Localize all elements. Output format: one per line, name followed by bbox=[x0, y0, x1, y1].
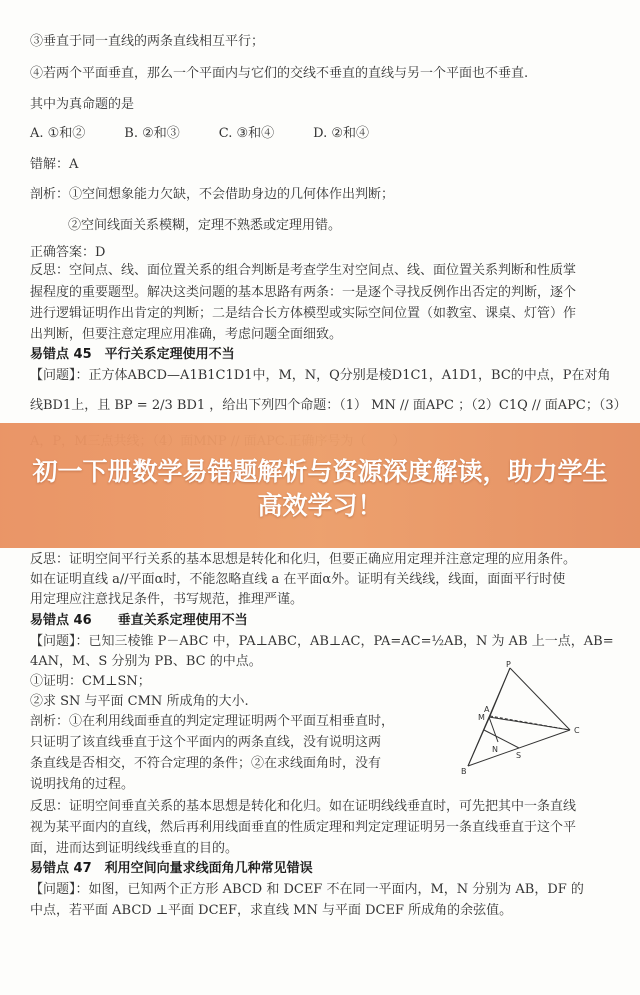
text-line: 【问题】：正方体ABCD—A1B1C1D1中，M，N，Q分别是棱D1C1，A1D1，BC的中点，P在对角 bbox=[30, 368, 611, 383]
text-line: ③垂直于同一直线的两条直线相互平行； bbox=[30, 34, 265, 49]
text-line: 反思：空间点、线、面位置关系的组合判断是考查学生对空间点、线、面位置关系判断和性质掌 bbox=[30, 263, 577, 278]
text-line: 中点，若平面 ABCD ⊥平面 DCEF，求直线 MN 与平面 DCEF 所成角的余弦值。 bbox=[30, 903, 513, 918]
label-n: N bbox=[492, 745, 498, 754]
text-line: 【问题】：如图，已知两个正方形 ABCD 和 DCEF 不在同一平面内，M，N 分别为 AB，DF 的 bbox=[30, 882, 584, 897]
section-heading: 易错点 46 垂直关系定理使用不当 bbox=[30, 613, 248, 628]
text-line: 用定理应注意找足条件，书写规范，推理严谨。 bbox=[30, 592, 304, 607]
text-line: ②求 SN 与平面 CMN 所成角的大小. bbox=[30, 694, 249, 709]
edge-ab bbox=[468, 716, 490, 766]
edge-pc bbox=[510, 668, 570, 730]
label-b: B bbox=[461, 767, 467, 776]
text-line: 反思：证明空间平行关系的基本思想是转化和化归，但要正确应用定理并注意定理的应用条件。 bbox=[30, 552, 577, 567]
text-line: 握程度的重要题型。解决这类问题的基本思路有两条：一是逐个寻找反例作出否定的判断，逐个 bbox=[30, 285, 577, 300]
label-m: M bbox=[478, 713, 485, 722]
text-line: 面，进而达到证明线线垂直的目的。 bbox=[30, 841, 239, 856]
text-line: 条直线是否相交，不符合定理的条件；②在求线面角时，没有 bbox=[30, 756, 382, 771]
text-line: 错解：A bbox=[30, 157, 79, 172]
text-line: 视为某平面内的直线，然后再利用线面垂直的性质定理和判定定理证明另一条直线垂直于这个平 bbox=[30, 820, 577, 835]
text-line: 进行逻辑证明作出肯定的判断；二是结合长方体模型或实际空间位置（如教室、课桌、灯管）作 bbox=[30, 306, 577, 321]
answer-options: A. ①和② B. ②和③ C. ③和④ D. ②和④ bbox=[30, 126, 370, 141]
text-line: 线BD1上，且 BP = 2/3 BD1 ，给出下列四个命题：（1） MN // 面APC ；（2）C1Q // 面APC；（3） bbox=[30, 398, 627, 413]
text-line: 如在证明直线 a//平面α时，不能忽略直线 a 在平面α外。证明有关线线，线面，面面平行时使 bbox=[30, 572, 566, 587]
text-line: 说明找角的过程。 bbox=[30, 777, 135, 792]
text-line: ②空间线面关系模糊，定理不熟悉或定理用错。 bbox=[68, 218, 342, 233]
line-ns bbox=[484, 730, 519, 748]
text-line: ④若两个平面垂直，那么一个平面内与它们的交线不垂直的直线与另一个平面也不垂直. bbox=[30, 66, 529, 81]
text-line: 其中为真命题的是 bbox=[30, 97, 135, 112]
label-s: S bbox=[516, 751, 522, 760]
text-line: ①证明：CM⊥SN； bbox=[30, 674, 151, 689]
banner-title: 初一下册数学易错题解析与资源深度解读，助力学生高效学习！ bbox=[32, 457, 608, 520]
section-heading: 易错点 47 利用空间向量求线面角几种常见错误 bbox=[30, 861, 313, 876]
section-heading: 易错点 45 平行关系定理使用不当 bbox=[30, 347, 235, 362]
text-line: 剖析：①在利用线面垂直的判定定理证明两个平面互相垂直时， bbox=[30, 714, 395, 729]
text-line: 正确答案：D bbox=[30, 245, 106, 260]
text-line: 【问题】：已知三棱锥 P－ABC 中，PA⊥ABC，AB⊥AC，PA=AC=½AB，N 为 AB 上一点，AB= bbox=[30, 634, 614, 649]
text-line: 反思：证明空间垂直关系的基本思想是转化和化归。如在证明线线垂直时，可先把其中一条直线 bbox=[30, 799, 577, 814]
label-a: A bbox=[484, 705, 490, 714]
text-line: 出判断，但要注意定理应用准确，考虑问题全面细致。 bbox=[30, 327, 343, 342]
text-line: 只证明了该直线垂直于这个平面内的两条直线，没有说明这两 bbox=[30, 735, 382, 750]
label-c: C bbox=[574, 726, 580, 735]
pyramid-figure bbox=[452, 660, 592, 780]
text-line: 剖析：①空间想象能力欠缺，不会借助身边的几何体作出判断； bbox=[30, 187, 395, 202]
label-p: P bbox=[506, 660, 511, 669]
line-mc bbox=[489, 717, 570, 730]
line-mn bbox=[489, 717, 498, 742]
text-line: 4AN，M、S 分别为 PB、BC 的中点。 bbox=[30, 654, 262, 669]
